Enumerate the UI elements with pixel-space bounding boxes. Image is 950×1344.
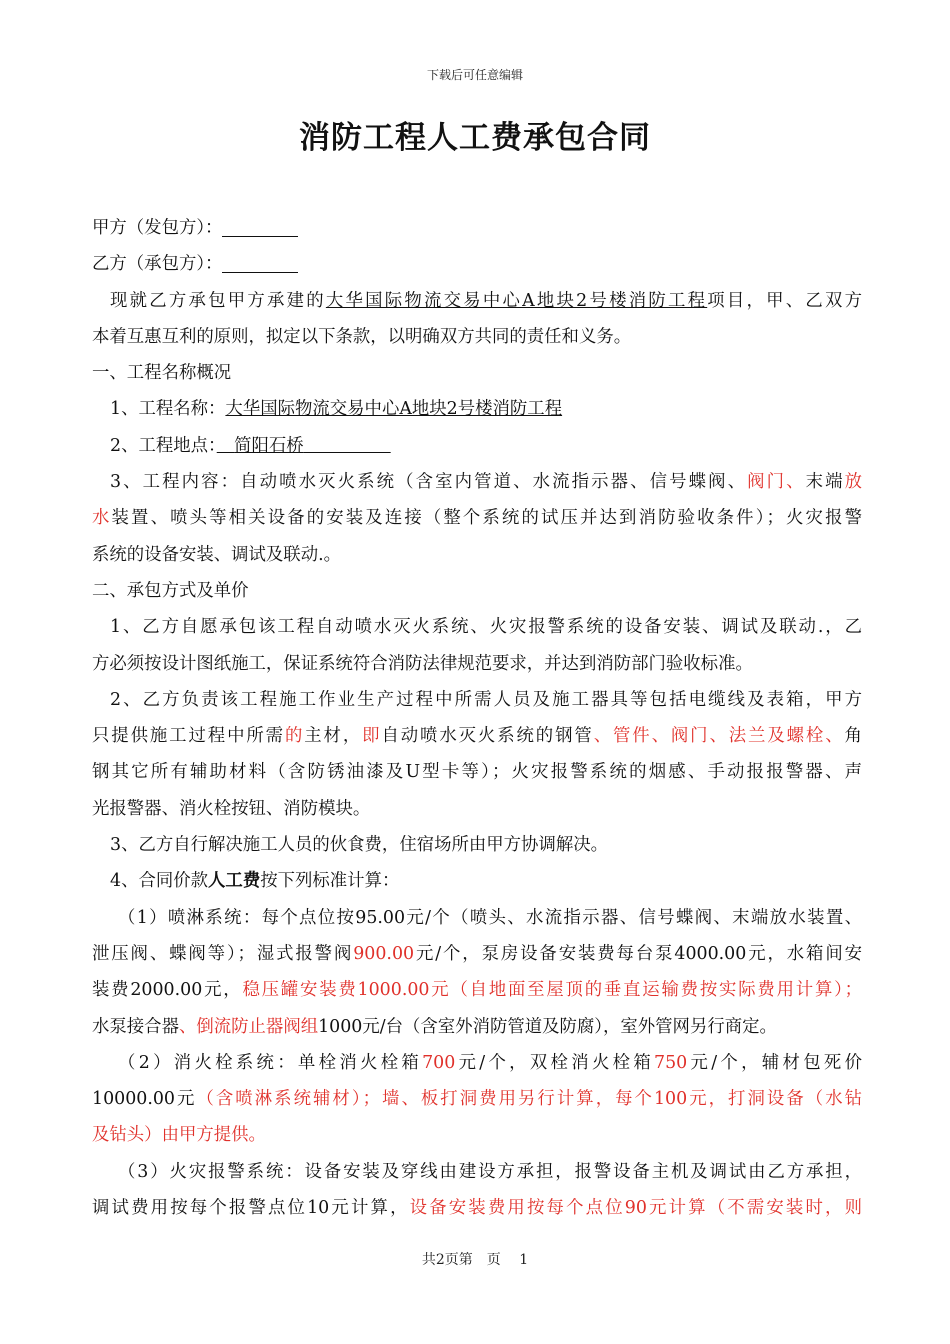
spray-text: 1000元/台（含室外消防管道及防腐），室外管网另行商定。 [318,1016,777,1037]
intro-line-1 [92,283,862,319]
page-footer: 共2页第 页 1 [421,1252,529,1268]
alarm-text: 调试费用按每个报警点位10元计算， [92,1198,410,1219]
spray-text: 元/个，泵房设备安装费每台泵4000.00元，水箱间安 [414,943,862,964]
clause-4-line [92,863,862,899]
clause-text: 主材， [304,726,363,747]
content-text: 3、工程内容：自动喷水灭火系统（含室内管道、水流指示器、信号蝶阀、 [110,472,748,493]
clause-text: 角 [844,726,862,747]
alarm-highlight: 设备安装费用按每个点位90元计算（不需安装时，则 [409,1198,862,1219]
party-a-line [92,210,862,246]
section-1-heading: 一、工程名称概况 [92,363,232,384]
clause-2-line-2 [92,718,862,754]
project-name-value: 大华国际物流交易中心A地块2号楼消防工程 [225,399,563,420]
hydrant-highlight: 及钻头）由甲方提供。 [92,1125,266,1146]
clause-highlight: 、管件、阀门、法兰及螺栓、 [593,726,845,747]
clause-2-line-4: 光报警器、消火栓按钮、消防模块。 [92,798,371,819]
clause-1-line-2: 方必须按设计图纸施工，保证系统符合消防法律规范要求，并达到消防部门验收标准。 [92,653,753,674]
hydrant-text: 10000.00元 [92,1089,197,1110]
project-content-line-3: 系统的设备安装、调试及联动.。 [92,544,341,565]
project-site-label: 2、工程地点： [110,435,217,456]
intro-line-2: 本着互惠互利的原则，拟定以下条款，以明确双方共同的责任和义务。 [92,326,632,347]
content-text: 末端 [805,472,845,493]
content-highlight: 水 [92,508,112,529]
hydrant-line-1 [92,1045,862,1081]
clause-1-line-1: 1、乙方自愿承包该工程自动喷水灭火系统、火灾报警系统的设备安装、调试及联动.，乙 [110,617,862,638]
project-site-line [92,428,862,464]
project-name-line [92,391,862,427]
content-highlight: 阀门、 [747,472,806,493]
intro-project-name: 大华国际物流交易中心A地块2号楼消防工程 [325,290,708,311]
hydrant-line-2 [92,1081,862,1117]
document-title: 消防工程人工费承包合同 [299,120,651,156]
clause-highlight: 的 [284,726,305,747]
hydrant-highlight: 750 [654,1052,688,1073]
alarm-line-1: （3）火灾报警系统：设备安装及穿线由建设方承担，报警设备主机及调试由乙方承担， [118,1161,862,1182]
spray-text: 装费2000.00元， [92,980,243,1001]
clause-text: 只提供施工过程中所需 [92,726,285,747]
clause-text: 按下列标准计算： [260,871,400,892]
hydrant-highlight: 700 [422,1052,456,1073]
project-name-label: 1、工程名称： [110,399,226,420]
clause-2-line-1: 2、乙方负责该工程施工作业生产过程中所需人员及施工器具等包括电缆线及表箱，甲方 [110,689,862,710]
content-highlight: 放 [844,472,862,493]
section-2-heading: 二、承包方式及单价 [92,580,249,601]
content-text: 装置、喷头等相关设备的安装及连接（整个系统的试压并达到消防验收条件）；火灾报警 [111,508,862,529]
hydrant-highlight: （含喷淋系统辅材）；墙、板打洞费用另行计算，每个100元，打洞设备（水钻 [196,1089,863,1110]
project-site-text: 简阳石桥 [234,435,304,456]
intro-text: 现就乙方承包甲方承建的 [110,290,326,311]
clause-text: 4、合同价款 [110,871,209,892]
hydrant-line-3 [92,1117,862,1153]
clause-highlight: 即 [362,726,382,747]
spray-line-2 [92,936,862,972]
spray-text: 泄压阀、蝶阀等）；湿式报警阀 [92,943,354,964]
hydrant-text: 元/个，双栓消火栓箱 [455,1052,655,1073]
project-content-line-2 [92,500,862,536]
clause-bold-term: 人工费 [208,871,261,892]
party-b-label: 乙方（承包方）： [92,254,223,275]
contract-body [92,210,862,1226]
spray-highlight: 900.00 [353,943,415,964]
header-note: 下载后可任意编辑 [426,68,523,82]
clause-text: 自动喷水灭火系统的钢管 [381,726,594,747]
party-b-blank [222,250,298,273]
party-a-label: 甲方（发包方）： [92,218,223,238]
spray-line-3 [92,972,862,1008]
hydrant-text: （2）消火栓系统：单栓消火栓箱 [118,1052,423,1073]
clause-2-line-3: 钢其它所有辅助材料（含防锈油漆及U型卡等）；火灾报警系统的烟感、手动报报警器、声 [92,762,862,783]
project-content-line-1 [92,464,862,500]
spray-text: 水泵接合器 [92,1016,179,1037]
spray-highlight: 稳压罐安装费1000.00元（自地面至屋顶的垂直运输费按实际费用计算）； [242,980,863,1001]
spray-line-1: （1）喷淋系统：每个点位按95.00元/个（喷头、水流指示器、信号蝶阀、末端放水装置、 [118,907,862,928]
party-a-blank [222,214,298,237]
party-b-line [92,246,862,282]
intro-text: 项目，甲、乙双方 [707,290,862,311]
project-site-value [217,436,391,456]
clause-3-line: 3、乙方自行解决施工人员的伙食费，住宿场所由甲方协调解决。 [110,835,609,856]
spray-line-4 [92,1009,862,1045]
spray-highlight: 、倒流防止器阀组 [178,1016,319,1037]
alarm-line-2 [92,1190,862,1226]
hydrant-text: 元/个，辅材包死价 [687,1052,862,1073]
